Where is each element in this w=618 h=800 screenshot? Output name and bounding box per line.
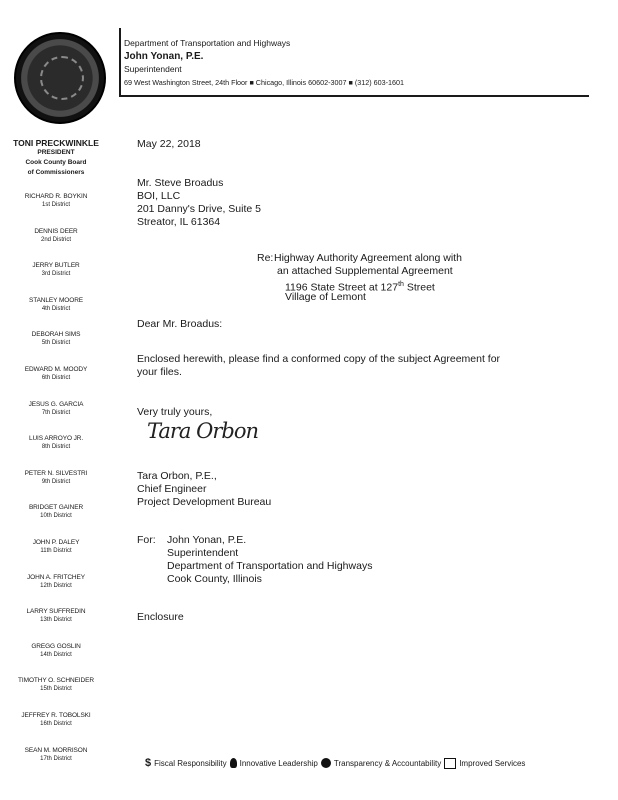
checkbox-icon xyxy=(444,758,456,769)
re-line-3-end: Street xyxy=(403,281,435,294)
handwritten-signature: Tara Orbon xyxy=(147,419,258,443)
department-name: Department of Transportation and Highways xyxy=(124,38,291,48)
commissioner-district: 10th District xyxy=(40,513,72,520)
recipient-company: BOI, LLC xyxy=(137,190,181,202)
commissioner-name: JESUS G. GARCIA xyxy=(28,400,84,408)
commissioner-district: 1st District xyxy=(41,202,70,208)
commissioner-district: 2nd District xyxy=(40,236,71,243)
commissioner-name: GREGG GOSLIN xyxy=(31,642,81,650)
commissioner-name: PETER N. SILVESTRI xyxy=(24,469,88,477)
commissioner-entry xyxy=(0,642,112,677)
lightbulb-icon xyxy=(230,758,237,768)
commissioner-district: 3rd District xyxy=(41,271,71,278)
commissioner-entry xyxy=(0,538,112,573)
commissioner-district: 12th District xyxy=(40,582,72,589)
commissioner-entry xyxy=(0,434,112,469)
footer-fiscal: Fiscal Responsibility xyxy=(154,758,227,768)
commissioner-name: JERRY BUTLER xyxy=(32,262,80,270)
commissioner-entry xyxy=(0,676,112,711)
commissioner-entry xyxy=(0,330,112,365)
commissioner-name: DEBORAH SIMS xyxy=(31,331,81,339)
commissioner-district: 6th District xyxy=(41,374,71,381)
enclosure-note: Enclosure xyxy=(137,611,184,623)
commissioner-district: 9th District xyxy=(41,478,71,485)
body-line-2: your files. xyxy=(137,366,182,378)
salutation: Dear Mr. Broadus: xyxy=(137,318,223,330)
commissioner-name: TIMOTHY O. SCHNEIDER xyxy=(18,677,94,685)
signer-block xyxy=(137,470,271,509)
board-line-2: of Commissioners xyxy=(27,169,85,176)
footer-transparency: Transparency & Accountability xyxy=(333,758,442,768)
for-block xyxy=(167,534,372,586)
letterhead xyxy=(124,37,404,89)
header-vertical-rule xyxy=(119,28,121,96)
commissioner-list xyxy=(0,192,112,780)
globe-icon xyxy=(321,758,331,768)
commissioner-name: BRIDGET GAINER xyxy=(28,504,84,512)
recipient-city: Streator, IL 61364 xyxy=(137,216,221,228)
re-label: Re: xyxy=(257,252,274,264)
for-title: Superintendent xyxy=(167,547,239,559)
commissioner-name: STANLEY MOORE xyxy=(28,296,84,304)
commissioner-name: EDWARD M. MOODY xyxy=(24,365,88,373)
commissioner-entry xyxy=(0,746,112,781)
commissioner-name: LUIS ARROYO JR. xyxy=(28,435,84,443)
president-block xyxy=(0,138,112,178)
president-name: TONI PRECKWINKLE xyxy=(13,138,99,148)
closing: Very truly yours, xyxy=(137,406,213,418)
recipient-name: Mr. Steve Broadus xyxy=(137,177,224,189)
signer-name: Tara Orbon, P.E., xyxy=(137,470,217,482)
commissioner-name: JOHN P. DALEY xyxy=(32,538,80,546)
president-title: PRESIDENT xyxy=(37,149,75,156)
header-horizontal-rule xyxy=(119,95,589,97)
commissioner-entry xyxy=(0,711,112,746)
commissioner-name: LARRY SUFFREDIN xyxy=(26,608,86,616)
commissioner-district: 14th District xyxy=(40,651,72,658)
cook-county-seal xyxy=(14,32,106,124)
commissioner-entry xyxy=(0,400,112,435)
footer-values xyxy=(145,757,525,769)
commissioner-entry xyxy=(0,192,112,227)
commissioner-name: DENNIS DEER xyxy=(34,227,78,235)
recipient-address xyxy=(137,177,261,229)
commissioner-district: 8th District xyxy=(41,444,71,451)
board-line-1: Cook County Board xyxy=(25,159,87,166)
commissioner-district: 15th District xyxy=(40,686,72,693)
commissioner-name: RICHARD R. BOYKIN xyxy=(24,193,88,200)
commissioner-entry xyxy=(0,227,112,262)
commissioner-entry xyxy=(0,573,112,608)
letter-date: May 22, 2018 xyxy=(137,138,201,150)
commissioner-entry xyxy=(0,469,112,504)
commissioner-entry xyxy=(0,296,112,331)
dollar-icon: $ xyxy=(145,757,152,769)
superintendent-title: Superintendent xyxy=(124,64,182,74)
footer-innovative: Innovative Leadership xyxy=(239,758,318,768)
commissioner-entry xyxy=(0,365,112,400)
commissioner-district: 16th District xyxy=(40,720,72,727)
body-paragraph xyxy=(137,353,500,379)
commissioner-district: 4th District xyxy=(41,305,71,312)
for-name: John Yonan, P.E. xyxy=(167,534,247,546)
board-sidebar xyxy=(0,138,112,780)
for-department: Department of Transportation and Highways xyxy=(167,560,373,572)
footer-services: Improved Services xyxy=(459,758,526,768)
office-address: 69 West Washington Street, 24th Floor ■ Chicago, Illinois 60602-3007 ■ (312) 603-1601 xyxy=(124,78,404,87)
commissioner-district: 7th District xyxy=(41,409,71,416)
body-line-1: Enclosed herewith, please find a conformed copy of the subject Agreement for xyxy=(137,353,501,365)
re-line-3-start: 1196 State Street at 127 xyxy=(285,281,399,294)
commissioner-name: SEAN M. MORRISON xyxy=(24,746,88,754)
commissioner-district: 13th District xyxy=(40,617,72,624)
signer-title: Chief Engineer xyxy=(137,483,207,495)
commissioner-district: 17th District xyxy=(40,755,72,762)
superintendent-name: John Yonan, P.E. xyxy=(124,51,204,62)
re-line-1: Highway Authority Agreement along with xyxy=(274,252,462,264)
recipient-street: 201 Danny's Drive, Suite 5 xyxy=(137,203,261,215)
commissioner-entry xyxy=(0,261,112,296)
re-line-3-superscript: th xyxy=(398,281,404,288)
commissioner-name: JOHN A. FRITCHEY xyxy=(27,573,85,581)
commissioner-entry xyxy=(0,607,112,642)
commissioner-name: JEFFREY R. TOBOLSKI xyxy=(21,711,91,719)
re-line-4: Village of Lemont xyxy=(285,291,366,303)
commissioner-district: 11th District xyxy=(40,547,72,554)
for-county: Cook County, Illinois xyxy=(167,573,262,585)
commissioner-entry xyxy=(0,503,112,538)
commissioner-district: 5th District xyxy=(41,340,71,347)
for-label: For: xyxy=(137,534,156,546)
re-line-2: an attached Supplemental Agreement xyxy=(277,265,453,277)
signer-bureau: Project Development Bureau xyxy=(137,496,272,508)
